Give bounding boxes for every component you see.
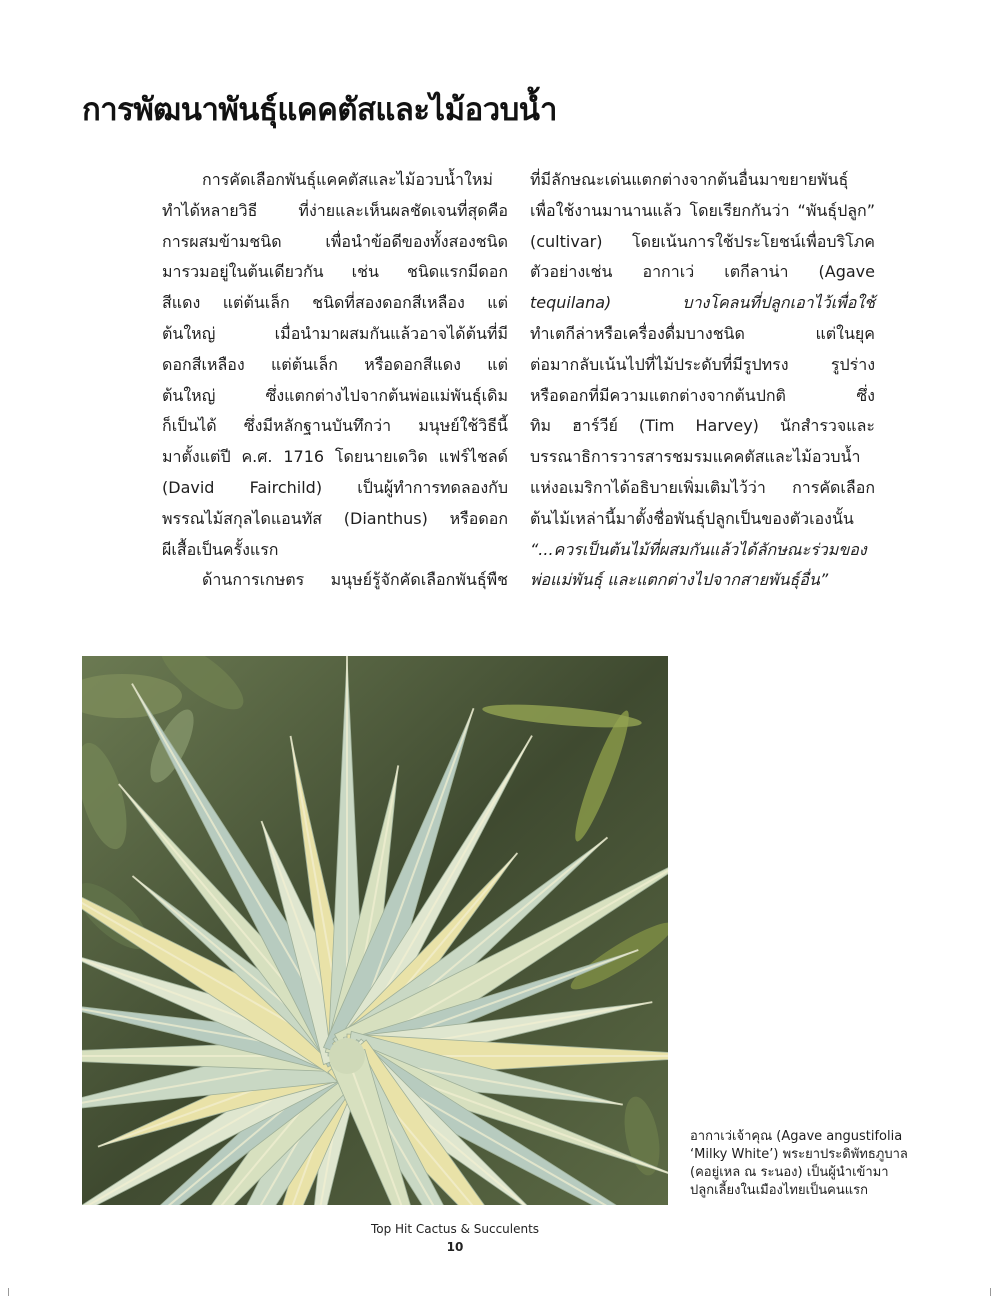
text-line: พ่อแม่พันธุ์ และแตกต่างไปจากสายพันธุ์อื่น” <box>530 570 829 590</box>
text-line: ก็เป็นได้ ซึ่งมีหลักฐานบันทึกว่า มนุษย์ใช้วิธีนี้ <box>162 416 508 436</box>
body-column-right <box>530 165 875 596</box>
text-line: พรรณไม้สกุลไดแอนทัส (Dianthus) หรือดอก <box>162 508 508 528</box>
text-line: แห่งอเมริกาได้อธิบายเพิ่มเติมไว้ว่า การคัดเลือก <box>530 477 875 497</box>
caption-line: (คอยู่เหล ณ ระนอง) เป็นผู้นำเข้ามา <box>690 1165 889 1180</box>
text-line: ผีเสื้อเป็นครั้งแรก <box>162 539 279 559</box>
text-line: (cultivar) โดยเน้นการใช้ประโยชน์เพื่อบริโภค <box>530 231 875 251</box>
text-line: ดอกสีเหลือง แต่ต้นเล็ก หรือดอกสีแดง แต่ <box>162 354 508 374</box>
text-line: tequilana) บางโคลนที่ปลูกเอาไว้เพื่อใช้ <box>530 293 875 313</box>
text-line: บรรณาธิการวารสารชมรมแคคตัสและไม้อวบน้ำ <box>530 447 861 467</box>
caption-line: ปลูกเลี้ยงในเมืองไทยเป็นคนแรก <box>690 1183 868 1198</box>
page-number: 10 <box>446 1240 464 1254</box>
caption-line: ‘Milky White’) พระยาประดิพัทธภูบาล <box>690 1147 908 1162</box>
text-line: ต้นไม้เหล่านี้มาตั้งชื่อพันธุ์ปลูกเป็นของตัวเองนั้น <box>530 508 854 528</box>
text-line: มารวมอยู่ในต้นเดียวกัน เช่น ชนิดแรกมีดอก <box>162 262 508 282</box>
body-column-left <box>162 165 508 596</box>
text-line: ตัวอย่างเช่น อากาเว่ เตกีลาน่า (Agave <box>530 262 875 282</box>
text-line: ต้นใหญ่ เมื่อนำมาผสมกันแล้วอาจได้ต้นที่มี <box>162 323 508 343</box>
text-line: ต้นใหญ่ ซึ่งแตกต่างไปจากต้นพ่อแม่พันธุ์เดิม <box>162 385 508 405</box>
photo-caption <box>690 1128 930 1200</box>
agave-photo <box>82 656 668 1205</box>
text-line: ที่มีลักษณะเด่นแตกต่างจากต้นอื่นมาขยายพันธุ์ <box>530 170 849 189</box>
text-line: “...ควรเป็นต้นไม้ที่ผสมกันแล้วได้ลักษณะร่วมของ <box>530 539 867 559</box>
text-line: ต่อมากลับเน้นไปที่ไม้ประดับที่มีรูปทรง รูปร่าง <box>530 354 875 374</box>
page-title: การพัฒนาพันธุ์แคคตัสและไม้อวบน้ำ <box>82 92 557 128</box>
text-line: เพื่อใช้งานมานานแล้ว โดยเรียกกันว่า “พันธุ์ปลูก” <box>530 200 875 220</box>
text-line: ด้านการเกษตร มนุษย์รู้จักคัดเลือกพันธุ์พืช <box>202 570 508 590</box>
agave-rosette-illustration <box>82 656 668 1205</box>
text-line: หรือดอกที่มีความแตกต่างจากต้นปกติ ซึ่ง <box>530 385 875 405</box>
text-line: มาตั้งแต่ปี ค.ศ. 1716 โดยนายเดวิด แฟร์ไชลด์ <box>162 447 508 467</box>
caption-line: อากาเว่เจ้าคุณ (Agave angustifolia <box>690 1129 903 1144</box>
text-line: การคัดเลือกพันธุ์แคคตัสและไม้อวบน้ำใหม่ <box>202 170 493 189</box>
crop-mark <box>8 1288 9 1296</box>
text-line: ทำได้หลายวิธี ที่ง่ายและเห็นผลชัดเจนที่สุดคือ <box>162 200 508 220</box>
text-line: การผสมข้ามชนิด เพื่อนำข้อดีของทั้งสองชนิด <box>162 231 508 251</box>
footer-book-title: Top Hit Cactus & Succulents <box>370 1222 540 1236</box>
text-line: ทิม ฮาร์วีย์ (Tim Harvey) นักสำรวจและ <box>530 416 875 436</box>
rosette-center <box>329 1038 365 1074</box>
text-line: สีแดง แต่ต้นเล็ก ชนิดที่สองดอกสีเหลือง แต่ <box>162 293 508 313</box>
crop-mark <box>990 1288 991 1296</box>
text-line: (David Fairchild) เป็นผู้ทำการทดลองกับ <box>162 477 508 497</box>
text-line: ทำเตกีล่าหรือเครื่องดื่มบางชนิด แต่ในยุค <box>530 323 875 343</box>
